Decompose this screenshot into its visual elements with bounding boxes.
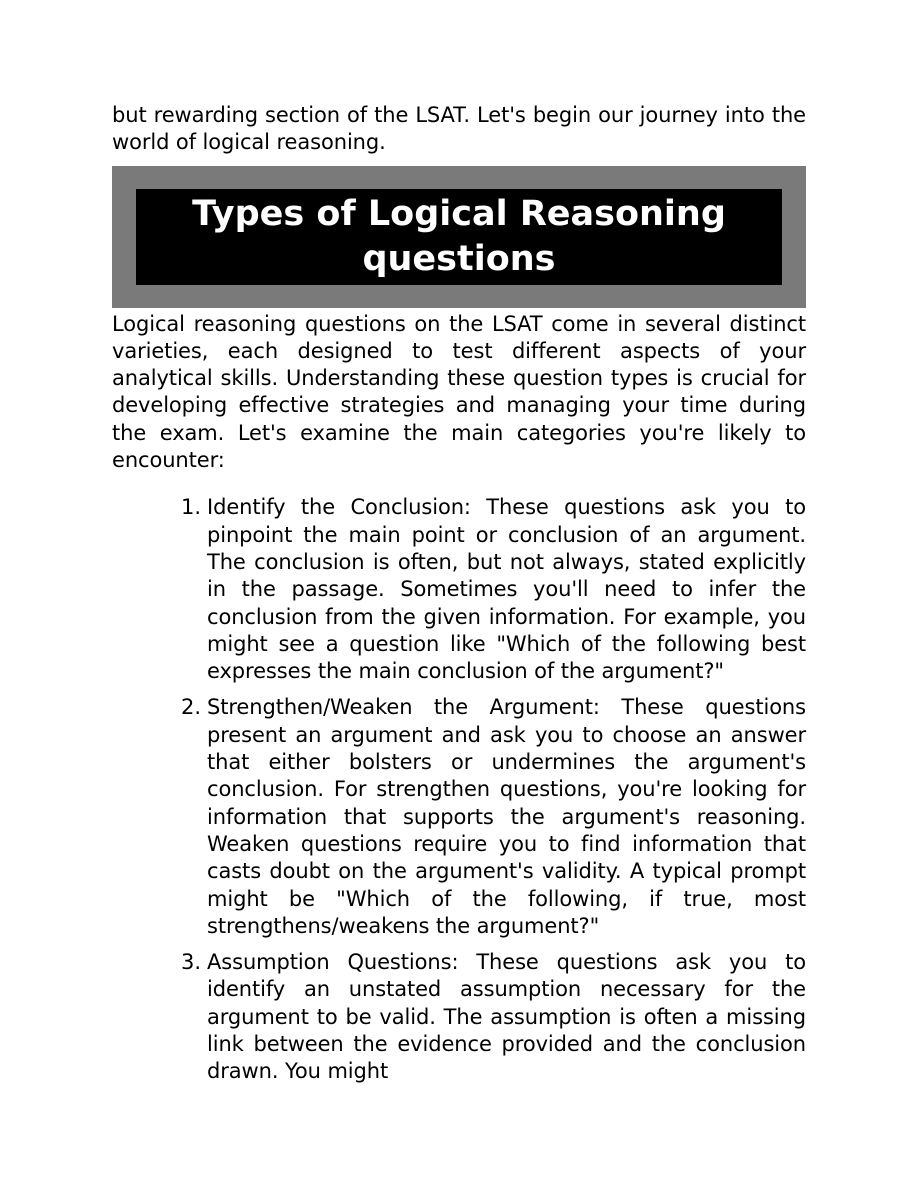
section-heading-box — [112, 166, 806, 308]
list-item-number: 1. — [181, 495, 202, 520]
list-item-text: Strengthen/Weaken the Argument: These questions present an argument and ask you to choose an answer that either bolsters or undermines the argument's conclusion. For strengthen questions, you're looking for information that supports the argument's reasoning. Weaken questions require you to find information that casts doubt on the argument's validity. A typical prompt might be "Which of the following, if true, most strengthens/weakens the argument?" — [207, 695, 806, 938]
list-item — [112, 694, 806, 940]
list-item-number: 2. — [181, 695, 202, 720]
top-paragraph: but rewarding section of the LSAT. Let's begin our journey into the world of logical reasoning. — [112, 103, 806, 155]
list-item-text: Identify the Conclusion: These questions ask you to pinpoint the main point or conclusion of an argument. The conclusion is often, but not always, stated explicitly in the passage. Sometimes you'll need to infer the conclusion from the given information. For example, you might see a question like "Which of the following best expresses the main conclusion of the argument?" — [207, 495, 806, 684]
list-item — [112, 494, 806, 685]
list-item-number: 3. — [181, 950, 202, 975]
section-heading: Types of Logical Reasoning questions — [192, 193, 726, 279]
document-page — [112, 102, 806, 1095]
question-types-list — [112, 494, 806, 1085]
list-item — [112, 949, 806, 1085]
list-item-text: Assumption Questions: These questions ask you to identify an unstated assumption necessary for the argument to be valid. The assumption is often a missing link between the evidence provided and the conclusion drawn. You might — [207, 950, 806, 1084]
section-heading-inner — [136, 189, 782, 285]
intro-paragraph: Logical reasoning questions on the LSAT come in several distinct varieties, each designed to test different aspects of your analytical skills. Understanding these question types is crucial for developing effective strategies and managing your time during the exam. Let's examine the main categories you're likely to encounter: — [112, 311, 806, 473]
